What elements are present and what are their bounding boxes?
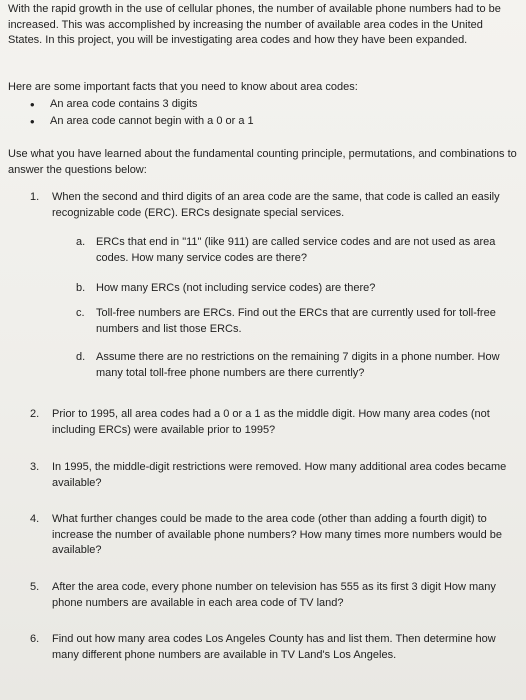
part-text: Assume there are no restrictions on the remaining 7 digits in a phone number. How many total toll-free phone numbers are there currently? [96,351,500,379]
question-text: What further changes could be made to the area code (other than adding a fourth digit) to increase the number of available phone numbers? How many times more numbers would be available? [52,513,503,556]
question-number: 3. [30,461,40,473]
part-letter: b. [76,282,86,294]
fact-item: • An area code contains 3 digits [30,97,510,114]
question-number: 5. [30,581,40,593]
part-text: ERCs that end in "11" (like 911) are called service codes and are not used as area codes. How many service codes are there? [96,236,496,264]
question-number: 2. [30,408,40,420]
question-text: In 1995, the middle-digit restrictions were removed. How many additional area codes became available? [52,461,507,489]
facts-list [30,97,510,131]
question-number: 1. [30,191,40,203]
part-text: Toll-free numbers are ERCs. Find out the ERCs that are currently used for toll-free numbers and list those ERCs. [96,307,496,335]
part-letter: c. [76,307,85,319]
intro-paragraph: With the rapid growth in the use of cellular phones, the number of available phone numbers had to be increased. This was accomplished by increasing the number of available area codes in the United States. In this project, you will be investigating area codes and how they have been expanded. [8,3,501,46]
fact-item: • An area code cannot begin with a 0 or a 1 [30,114,510,131]
question-number: 4. [30,513,40,525]
part-text: How many ERCs (not including service codes) are there? [96,282,376,294]
question-text: When the second and third digits of an area code are the same, that code is called an easily recognizable code (ERC). ERCs designate special services. [52,191,500,219]
question-text: Prior to 1995, all area codes had a 0 or a 1 as the middle digit. How many area codes (not including ERCs) were available prior to 1995? [52,408,490,436]
question-text: After the area code, every phone number on television has 555 as its first 3 digit How many phone numbers are available in each area code of TV land? [52,581,496,609]
instructions-paragraph: Use what you have learned about the fundamental counting principle, permutations, and combinations to answer the questions below: [8,148,517,176]
part-letter: d. [76,351,86,363]
question-number: 6. [30,633,40,645]
facts-heading: Here are some important facts that you need to know about area codes: [8,81,358,93]
part-letter: a. [76,236,86,248]
question-text: Find out how many area codes Los Angeles County has and list them. Then determine how many different phone numbers are available in TV Land's Los Angeles. [52,633,496,661]
